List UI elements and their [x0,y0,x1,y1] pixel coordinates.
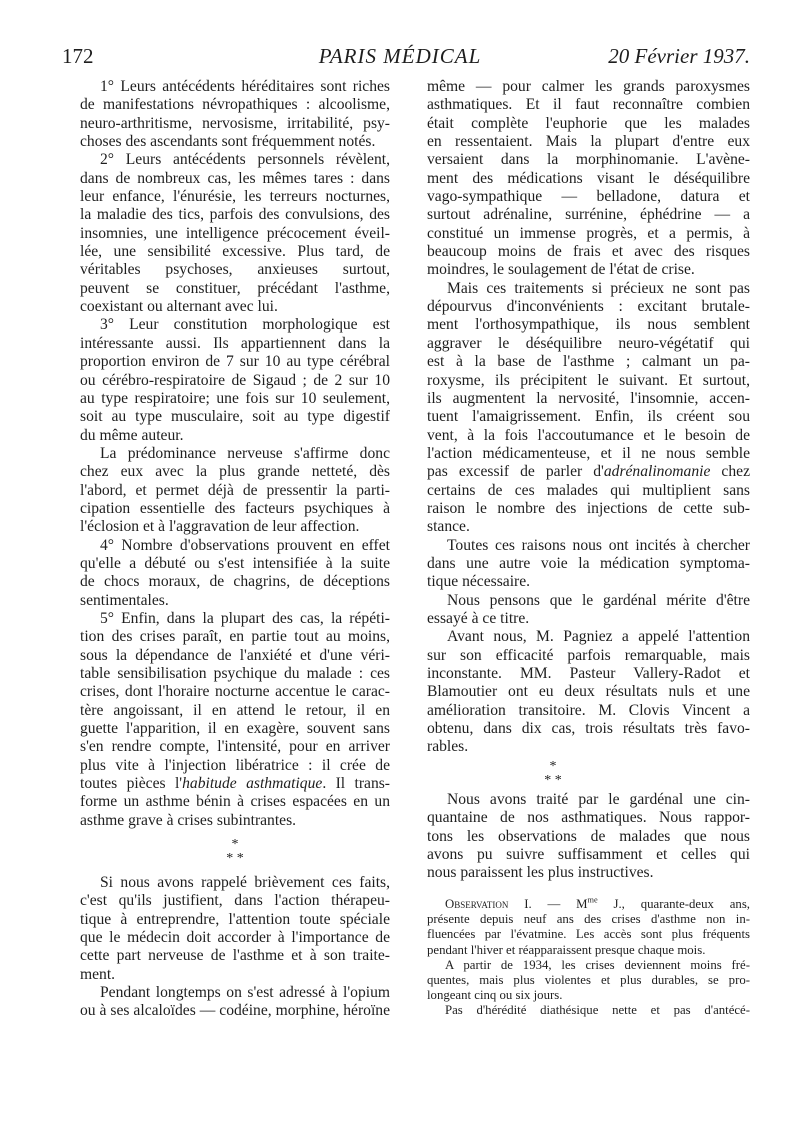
text-line: cipation essentielle des facteurs psychiques à [80,499,390,517]
text-line: en ressentaient. Mais la plupart d'entre eux [427,133,750,151]
italic-text: adrénalinomanie [603,463,711,481]
text-line: sous la dépendance de l'anxiété et d'une véri- [80,646,390,664]
text-line: du même auteur. [80,426,184,444]
text-line: la maladie des tics, parfois des convulsions, des [80,206,390,224]
text-line: guette l'apparition, il en exagère, souvent sans [80,720,390,738]
text-line: ment des médications visant le déséquilibre [427,169,750,187]
text-line: dépourvus d'inconvénients : excitant brutale- [427,298,750,316]
text-line: plus vite à l'injection libératrice : il crée de [80,756,390,774]
text-line: est à la base de l'asthme ; calmant un pa- [427,353,750,371]
text-line: choses des ascendants sont fréquemment notés. [80,133,376,151]
text-line: Avant nous, M. Pagniez a appelé l'attention [447,628,750,646]
text-segment: J., quarante-deux ans, [597,897,750,911]
text-line: de chocs moraux, de chagrins, de déceptions [80,573,390,591]
text-line: ment l'orthosympathique, ils nous semblent [427,316,750,334]
text-line: obtenu, dans dix cas, trois résultats très favo- [427,720,750,738]
asterism-top: * [231,837,239,852]
text-line: Nous avons traité par le gardénal une cin- [447,791,750,808]
text-line: 5° Enfin, dans la plupart des cas, la répéti- [100,609,390,627]
text-line: rables. [427,738,469,756]
text-line: quantaine de nos asthmatiques. Nous rappor- [427,809,750,827]
text-line: soit au type musculaire, soit au type digestif [80,408,390,426]
paragraph [80,874,390,984]
text-line: raison le nombre des injections de cette sub- [427,499,750,517]
text-line: s'en rendre compte, l'intensité, pour en arriver [80,738,390,756]
text-line: neuro-arthritisme, nervosisme, irritabilité, psy- [80,114,390,132]
text-line: que le médecin doit accorder à l'importance de [80,929,390,947]
paragraph [427,78,750,280]
asterism-top: * [549,759,557,774]
text-line: forme un asthme bénin à crises espacées en un [80,793,390,811]
text-line: coexistant ou alternant avec lui. [80,298,278,316]
text-line: était complète l'euphorie que les malades [427,114,750,132]
paragraph [80,537,390,610]
small-caps-text: Observation I. [445,897,532,911]
text-line: vago-sympathique — belladone, datura et [427,188,750,206]
text-line: cette part nerveuse de l'asthme et à son traite- [80,947,390,965]
text-line: surtout adrénaline, surrénine, éphédrine — a [427,206,750,224]
text-line: Pas d'hérédité diathésique nette et pas d'antécé- [445,1003,750,1018]
text-line: certains de ces malades qui multiplient sans [427,481,750,499]
text-line: 1° Leurs antécédents héréditaires sont riches [100,78,390,95]
text-line: versaient dans la morphinomanie. L'avène- [427,151,750,169]
text-line: véritables psychoses, anxieuses surtout, [80,261,390,279]
page-number: 172 [62,44,94,68]
text-line: A partir de 1934, les crises deviennent moins fré- [445,957,750,972]
text-line: tique nécessaire. [427,573,531,591]
paragraph [427,628,750,756]
text-line [427,897,750,912]
asterism-bottom: * * [544,773,562,788]
paragraph [80,610,390,830]
text-line: présente depuis neuf ans des crises d'asthme non in- [427,912,750,927]
text-line: nous paraissent les plus instructives. [427,864,654,882]
issue-date: 20 Février 1937. [608,44,750,68]
text-line: avons pu suivre suffisamment et celles qui [427,846,750,864]
text-line: qu'elle a débuté ou s'est intensifiée à la suite [80,554,390,572]
paragraph [427,280,750,537]
text-line: tère angoissant, il en attend le retour, il en [80,701,390,719]
text-segment: toutes pièces l' [80,775,183,793]
text-line: l'action médicamenteuse, et il ne nous semble [427,444,750,462]
text-line: Blamoutier ont eu deux résultats nuls et une [427,683,750,701]
paragraph [427,592,750,629]
text-line: amélioration transitoire. M. Clovis Vincent a [427,701,750,719]
text-line: beaucoup moins de frais et avec des risques [427,243,750,261]
text-line: fluencées par l'évatmine. Les accès sont plus fréquents [427,927,750,942]
text-line: 4° Nombre d'observations prouvent en effet [100,536,390,554]
text-line: Pendant longtemps on s'est adressé à l'opium [100,984,390,1002]
text-segment: chez [710,463,750,481]
right-column-top [427,78,750,757]
paragraph [427,1003,750,1018]
text-line: peuvent se constituer, précédant l'asthme, [80,279,390,297]
text-line: ils augmentent la nervosité, l'insomnie, accen- [427,389,750,407]
text-line: aggraver le déséquilibre neuro-végétatif qui [427,334,750,352]
text-line: essayé à ce titre. [427,609,530,627]
text-line: ment. [80,965,116,983]
text-line: c'est qu'ils justifient, dans l'action thérapeu- [80,892,390,910]
text-line: sur son efficacité parfois remarquable, mais [427,646,750,664]
text-line: tuent l'amaigrissement. Enfin, ils créent sou [427,408,750,426]
text-line: dans de nombreux cas, les mêmes tares : dans [80,169,390,187]
left-column-top [80,78,390,830]
text-line: inconstante. MM. Pasteur Vallery-Radot et [427,665,750,682]
text-line: sentimentales. [80,591,169,609]
text-line: asthmatiques. Et il faut reconnaître combien [427,96,750,114]
text-line: pendant l'hiver et réapparaissent presque chaque mois. [427,942,706,957]
text-line: moindres, le soulagement de l'état de crise. [427,261,695,279]
text-line: ou à ses alcaloïdes — codéine, morphine, héroïne [80,1002,390,1020]
text-line: lée, une sensibilité excessive. Plus tard, de [80,243,390,261]
superscript-text: me [587,895,598,905]
text-line [427,463,750,481]
text-line: insomnies, une intelligence précocement éveil- [80,224,390,242]
journal-title: PARIS MÉDICAL [318,44,482,68]
text-line: roxysme, ils précipitent le suivant. Et surtout, [427,371,750,389]
paragraph [80,151,390,316]
text-line: Nous pensons que le gardénal mérite d'être [447,591,750,609]
paragraph [80,445,390,537]
asterism-bottom: * * [226,851,244,866]
text-line: vent, à la fois l'accoutumance et le besoin de [427,426,750,444]
text-line: leur enfance, l'énurésie, les terreurs nocturnes, [80,188,390,206]
text-line: proportion environ de 7 sur 10 au type cérébral [80,353,390,371]
text-line: dans une autre voie la médication symptoma- [427,554,750,572]
asterism-right [538,760,568,788]
text-line: 3° Leur constitution morphologique est [100,316,390,334]
text-line: intéressante aussi. Ils appartiennent dans la [80,334,390,352]
text-line: tion des crises paraît, en partie tout au moins, [80,628,390,646]
paragraph [427,537,750,592]
text-line [80,775,390,793]
text-line: tique à entreprendre, l'attention toute spéciale [80,910,390,928]
text-line: l'abord, et permet déjà de pressentir la parti- [80,481,390,499]
paragraph [427,791,750,883]
paragraph [427,958,750,1004]
paragraph [80,984,390,1021]
observation-block [427,897,750,1019]
text-line: l'éclosion et à l'aggravation de leur affection. [80,518,360,536]
text-segment: . Il trans- [322,775,391,793]
text-line: de manifestations névropathiques : alcoolisme, [80,96,390,114]
italic-text: habitude asthmatique [182,775,323,793]
text-line: constitué un immense progrès, et a permis, à [427,224,750,242]
text-line: La prédominance nerveuse s'affirme donc [100,444,390,462]
text-line: quentes, mais plus violentes et plus durables, se pro- [427,972,750,987]
text-line: même — pour calmer les grands paroxysmes [427,78,750,95]
text-segment: pas excessif de parler d' [427,463,604,481]
left-column-bottom [80,874,390,1021]
text-line: ou cérébro-respiratoire de Sigaud ; de 2 sur 10 [80,371,390,389]
text-line: stance. [427,518,470,536]
text-line: Mais ces traitements si précieux ne sont pas [447,279,750,297]
text-line: 2° Leurs antécédents personnels révèlent, [100,151,390,169]
text-line: au type respiratoire; une fois sur 10 seulement, [80,389,390,407]
paragraph [427,897,750,958]
text-line: longeant cinq ou six jours. [427,988,563,1003]
text-line: table sensibilisation psychique du malade : ces [80,665,390,682]
paragraph [80,78,390,151]
text-line: asthme grave à crises subintrantes. [80,811,297,829]
paragraph [80,316,390,444]
text-line: tons les observations de malades que nous [427,827,750,845]
text-line: Si nous avons rappelé brièvement ces faits, [100,874,390,891]
text-line: crises, dont l'horaire nocturne accentue le carac- [80,683,390,701]
text-line: chez eux avec la plus grande netteté, dès [80,463,390,481]
text-line: Toutes ces raisons nous ont incités à chercher [447,536,750,554]
text-segment: — M [531,897,588,911]
asterism-left [220,838,250,866]
right-column-bottom [427,791,750,883]
